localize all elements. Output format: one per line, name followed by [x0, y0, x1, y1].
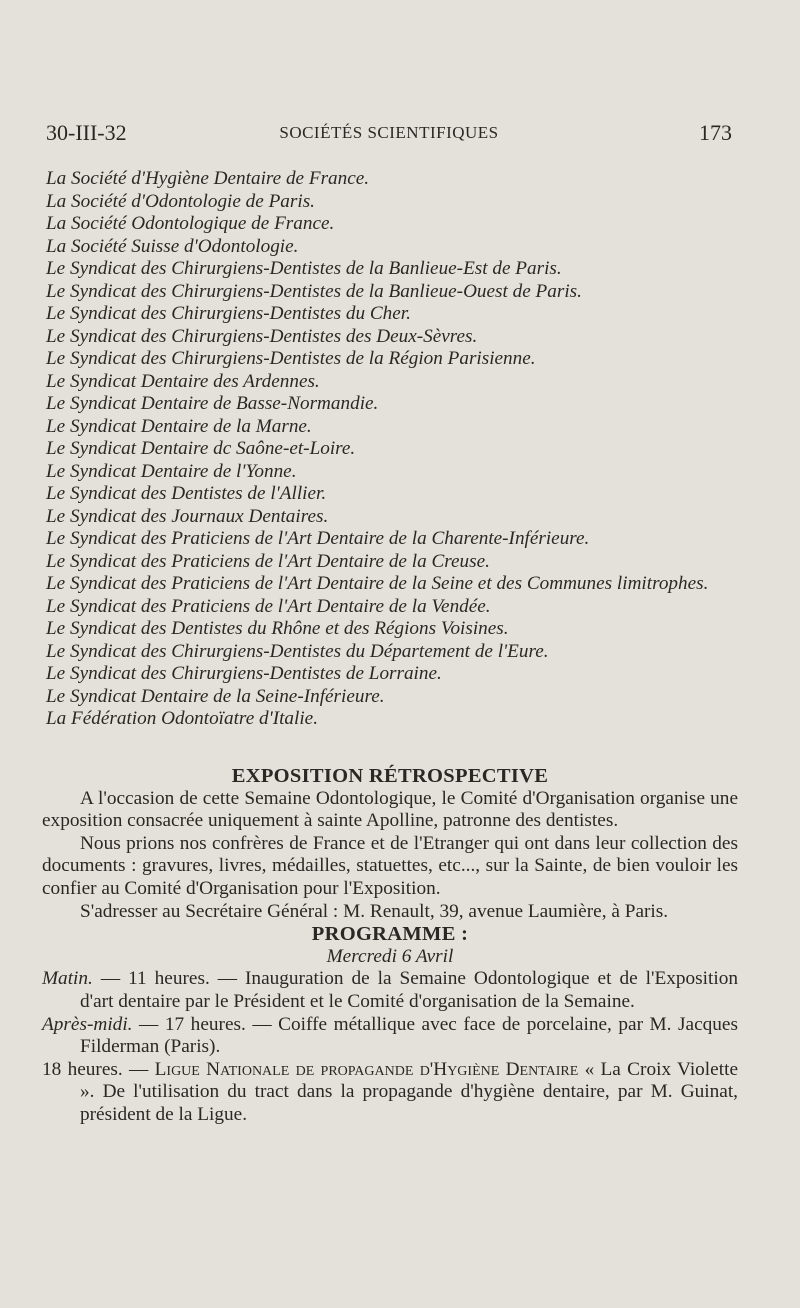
list-item: Le Syndicat des Praticiens de l'Art Dentaire de la Creuse.	[46, 550, 490, 572]
list-item: Le Syndicat des Chirurgiens-Dentistes de la Banlieue-Ouest de Paris.	[46, 280, 582, 302]
programme-entry-text: « La Croix Violette ». De l'utilisation du tract dans la propagande d'hygiène dentaire, par M. Guinat, président de la Ligue.	[80, 1058, 738, 1125]
list-item: Le Syndicat Dentaire de la Marne.	[46, 415, 312, 437]
list-item: La Société Suisse d'Odontologie.	[46, 235, 299, 257]
main-text	[42, 765, 738, 1127]
programme-entry	[42, 968, 738, 1013]
list-item: Le Syndicat des Chirurgiens-Dentistes de la Région Parisienne.	[46, 348, 536, 369]
list-item: La Société d'Odontologie de Paris.	[46, 190, 315, 212]
list-item: Le Syndicat Dentaire de l'Yonne.	[46, 460, 297, 482]
issue-date: 30-III-32	[46, 120, 127, 145]
list-item: Le Syndicat des Praticiens de l'Art Dentaire de la Vendée.	[46, 595, 491, 617]
list-item: Le Syndicat des Dentistes de l'Allier.	[46, 483, 327, 504]
list-item: Le Syndicat des Chirurgiens-Dentistes du Cher.	[46, 303, 411, 324]
list-item: Le Syndicat Dentaire des Ardennes.	[46, 370, 320, 392]
programme-entry-time: 18 heures. —	[42, 1058, 155, 1080]
programme-entry	[42, 1014, 738, 1059]
programme-entry-lead: Matin.	[42, 968, 93, 990]
societies-list	[46, 168, 736, 731]
list-item: La Fédération Odontoïatre d'Italie.	[46, 708, 318, 729]
programme-entry-text: — 11 heures. — Inauguration de la Semaine Odontologique et de l'Exposition d'art dentaire par le Président et le Comité d'organisation de la Semaine.	[80, 968, 738, 1012]
list-item: Le Syndicat des Dentistes du Rhône et des Régions Voisines.	[46, 618, 509, 639]
list-item: Le Syndicat des Journaux Dentaires.	[46, 505, 329, 527]
programme-entry	[42, 1059, 738, 1127]
league-name: Ligue Nationale de propagande d'Hygiène Dentaire	[154, 1058, 579, 1080]
exposition-paragraph: S'adresser au Secrétaire Général : M. Renault, 39, avenue Laumière, à Paris.	[80, 900, 669, 922]
exposition-paragraph: A l'occasion de cette Semaine Odontologique, le Comité d'Organisation organise une exposition consacrée uniquement à sainte Apolline, patronne des dentistes.	[42, 787, 738, 832]
list-item: Le Syndicat des Chirurgiens-Dentistes de Lorraine.	[46, 663, 442, 684]
running-title: SOCIÉTÉS SCIENTIFIQUES	[279, 123, 499, 142]
list-item: La Société Odontologique de France.	[46, 213, 335, 234]
list-item: Le Syndicat des Chirurgiens-Dentistes du Département de l'Eure.	[46, 640, 549, 662]
list-item: Le Syndicat Dentaire de la Seine-Inférieure.	[46, 685, 385, 707]
exposition-paragraph: Nous prions nos confrères de France et de l'Etranger qui ont dans leur collection des documents : gravures, livres, médailles, statuettes, etc..., sur la Sainte, de bien vouloir les confier au Comité d'Organisation pour l'Exposition.	[42, 832, 738, 899]
programme-day: Mercredi 6 Avril	[326, 945, 454, 967]
programme-entry-lead: Après-midi.	[42, 1013, 133, 1035]
list-item: Le Syndicat Dentaire dc Saône-et-Loire.	[46, 438, 356, 459]
programme-entry-text: — 17 heures. — Coiffe métallique avec face de porcelaine, par M. Jacques Filderman (Paris).	[80, 1013, 738, 1058]
exposition-heading: EXPOSITION RÉTROSPECTIVE	[231, 765, 549, 787]
page-number: 173	[699, 120, 732, 145]
list-item: Le Syndicat des Chirurgiens-Dentistes des Deux-Sèvres.	[46, 325, 478, 347]
list-item: Le Syndicat des Chirurgiens-Dentistes de la Banlieue-Est de Paris.	[46, 258, 562, 279]
programme-heading: PROGRAMME :	[311, 923, 469, 946]
list-item: Le Syndicat des Praticiens de l'Art Dentaire de la Charente-Inférieure.	[46, 528, 590, 549]
list-item: Le Syndicat Dentaire de Basse-Normandie.	[46, 393, 379, 414]
list-item: La Société d'Hygiène Dentaire de France.	[46, 168, 370, 189]
list-item: Le Syndicat des Praticiens de l'Art Dentaire de la Seine et des Communes limitrophes.	[46, 573, 709, 594]
running-header	[46, 120, 732, 150]
